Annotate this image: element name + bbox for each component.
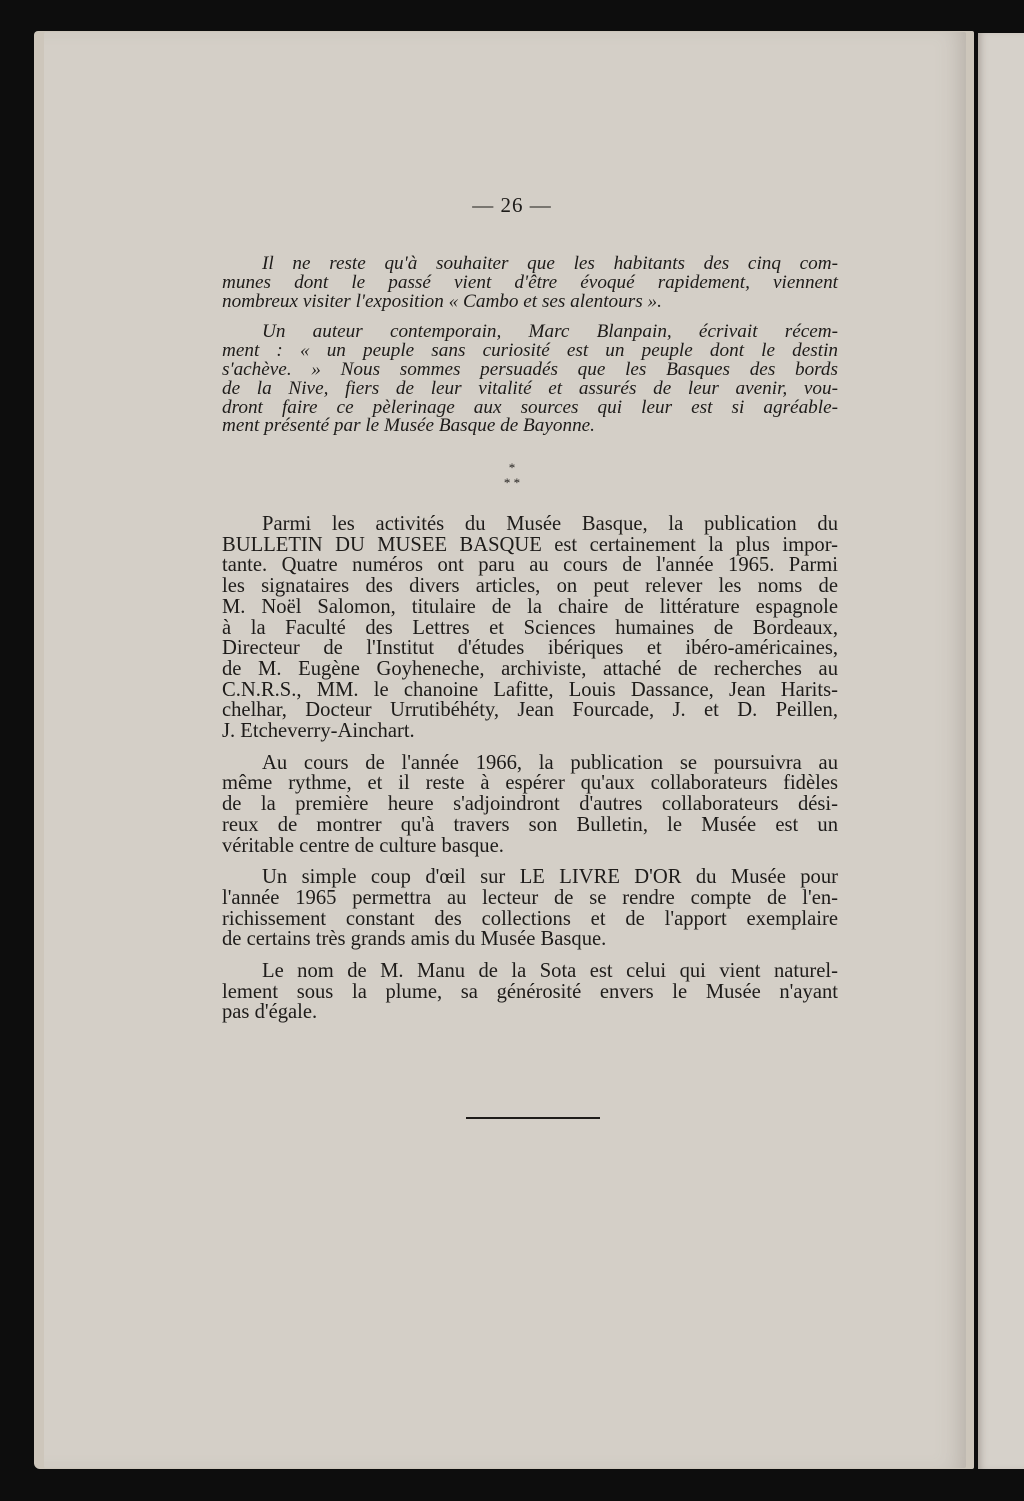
text-line: ment présenté par le Musée Basque de Bayonne. [222, 415, 595, 437]
italic-text-block [222, 255, 838, 448]
text-line: de certains très grands amis du Musée Basque. [222, 928, 607, 951]
text-line: véritable centre de culture basque. [222, 834, 504, 857]
asterism-top: * [508, 460, 516, 475]
text-line: Il ne reste qu'à souhaiter que les habitants des cinq com- [262, 253, 838, 274]
text-line: de M. Eugène Goyheneche, archiviste, attaché de recherches au [222, 657, 838, 680]
text-line: Parmi les activités du Musée Basque, la publication du [262, 513, 838, 535]
text-line: M. Noël Salomon, titulaire de la chaire de littérature espagnole [222, 595, 838, 618]
text-line: tante. Quatre numéros ont paru au cours de l'année 1965. Parmi [222, 554, 838, 577]
paragraph [222, 961, 838, 1023]
text-line: ment : « un peuple sans curiosité est un peuple dont le destin [222, 340, 838, 362]
paragraph [222, 753, 838, 857]
text-line: dront faire ce pèlerinage aux sources qui leur est si agréable- [222, 396, 838, 418]
text-line: lement sous la plume, sa générosité envers le Musée n'ayant [222, 980, 838, 1003]
paragraph [222, 867, 838, 950]
closing-rule [466, 1117, 600, 1119]
paragraph [222, 323, 838, 436]
text-line: nombreux visiter l'exposition « Cambo et ses alentours ». [222, 290, 662, 312]
text-line: BULLETIN DU MUSEE BASQUE est certainement la plus impor- [222, 533, 838, 556]
text-line: de la Nive, fiers de leur vitalité et assurés de leur avenir, vou- [222, 377, 838, 399]
text-line: à la Faculté des Lettres et Sciences humaines de Bordeaux, [222, 616, 838, 639]
text-line: Un auteur contemporain, Marc Blanpain, écrivait récem- [262, 321, 838, 343]
text-line: Directeur de l'Institut d'études ibériques et ibéro-américaines, [222, 637, 838, 660]
section-separator-asterism [0, 460, 1024, 490]
text-line: pas d'égale. [222, 1001, 318, 1024]
text-line: reux de montrer qu'à travers son Bulletin, le Musée est un [222, 813, 838, 836]
text-line: richissement constant des collections et de l'apport exemplaire [222, 907, 838, 930]
text-line: Au cours de l'année 1966, la publication se poursuivra au [262, 751, 838, 774]
page-number: — 26 — [472, 193, 552, 217]
text-line: les signataires des divers articles, on peut relever les noms de [222, 575, 838, 598]
paragraph [222, 514, 838, 742]
text-line: chelhar, Docteur Urrutibéhéty, Jean Fourcade, J. et D. Peillen, [222, 699, 838, 722]
main-text-block [222, 514, 838, 1034]
next-page-edge [978, 33, 1024, 1469]
paragraph [222, 255, 838, 311]
text-line: même rythme, et il reste à espérer qu'aux collaborateurs fidèles [222, 772, 838, 795]
text-line: de la première heure s'adjoindront d'autres collaborateurs dési- [222, 793, 838, 816]
text-line: Un simple coup d'œil sur LE LIVRE D'OR du Musée pour [262, 866, 838, 889]
text-line: C.N.R.S., MM. le chanoine Lafitte, Louis Dassance, Jean Harits- [222, 678, 838, 701]
text-line: munes dont le passé vient d'être évoqué rapidement, viennent [222, 271, 838, 293]
asterism-bottom: * * [503, 475, 521, 490]
text-line: J. Etcheverry-Ainchart. [222, 720, 415, 743]
text-line: Le nom de M. Manu de la Sota est celui qui vient naturel- [262, 960, 838, 983]
text-line: s'achève. » Nous sommes persuadés que les Basques des bords [222, 358, 838, 380]
text-line: l'année 1965 permettra au lecteur de se rendre compte de l'en- [222, 886, 838, 909]
